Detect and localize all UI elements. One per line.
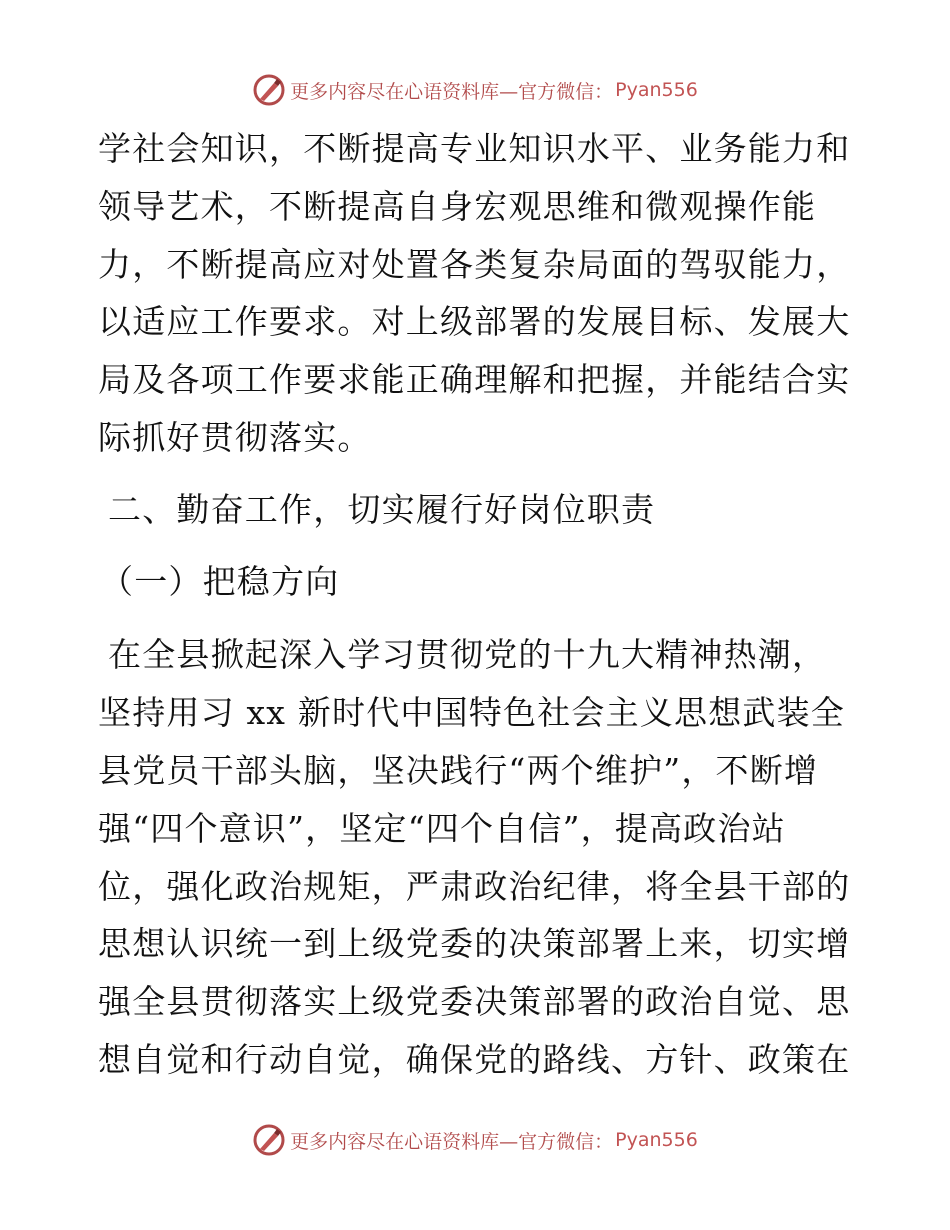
text-line: 位，强化政治规矩，严肃政治纪律，将全县干部的 bbox=[98, 866, 851, 906]
text-line: 强全县贯彻落实上级党委决策部署的政治自觉、思 bbox=[98, 982, 851, 1022]
pen-circle-icon bbox=[252, 73, 286, 107]
header-banner bbox=[0, 70, 950, 110]
text-line: 想自觉和行动自觉，确保党的路线、方针、政策在 bbox=[98, 1039, 851, 1079]
subsection-heading: （一）把稳方向 bbox=[100, 561, 340, 601]
document-body bbox=[98, 120, 858, 1089]
text-line: 思想认识统一到上级党委的决策部署上来，切实增 bbox=[98, 924, 851, 964]
banner-text: 更多内容尽在心语资料库—官方微信： bbox=[290, 80, 614, 103]
section-heading: 二、勤奋工作，切实履行好岗位职责 bbox=[108, 489, 656, 529]
text-line: 强“四个意识”，坚定“四个自信”，提高政治站 bbox=[98, 808, 786, 848]
text-line: 力，不断提高应对处置各类复杂局面的驾驭能力， bbox=[98, 244, 851, 284]
banner-account: Pyan556 bbox=[615, 1129, 698, 1151]
pen-circle-icon bbox=[252, 1123, 286, 1157]
banner-account: Pyan556 bbox=[615, 79, 698, 101]
text-line: 际抓好贯彻落实。 bbox=[98, 417, 372, 457]
text-line: 在全县掀起深入学习贯彻党的十九大精神热潮， bbox=[108, 635, 827, 675]
text-line: 学社会知识，不断提高专业知识水平、业务能力和 bbox=[98, 129, 851, 168]
paragraph-continuation bbox=[98, 120, 858, 467]
text-line: 局及各项工作要求能正确理解和把握，并能结合实 bbox=[98, 360, 851, 400]
text-line: 领导艺术，不断提高自身宏观思维和微观操作能 bbox=[98, 186, 817, 226]
banner-text: 更多内容尽在心语资料库—官方微信： bbox=[290, 1130, 614, 1153]
footer-banner bbox=[0, 1120, 950, 1160]
text-line: 坚持用习 xx 新时代中国特色社会主义思想武装全 bbox=[98, 693, 846, 733]
text-line: 县党员干部头脑，坚决践行“两个维护”，不断增 bbox=[98, 750, 819, 790]
text-line: 以适应工作要求。对上级部署的发展目标、发展大 bbox=[98, 302, 851, 342]
paragraph-direction bbox=[98, 626, 858, 1088]
